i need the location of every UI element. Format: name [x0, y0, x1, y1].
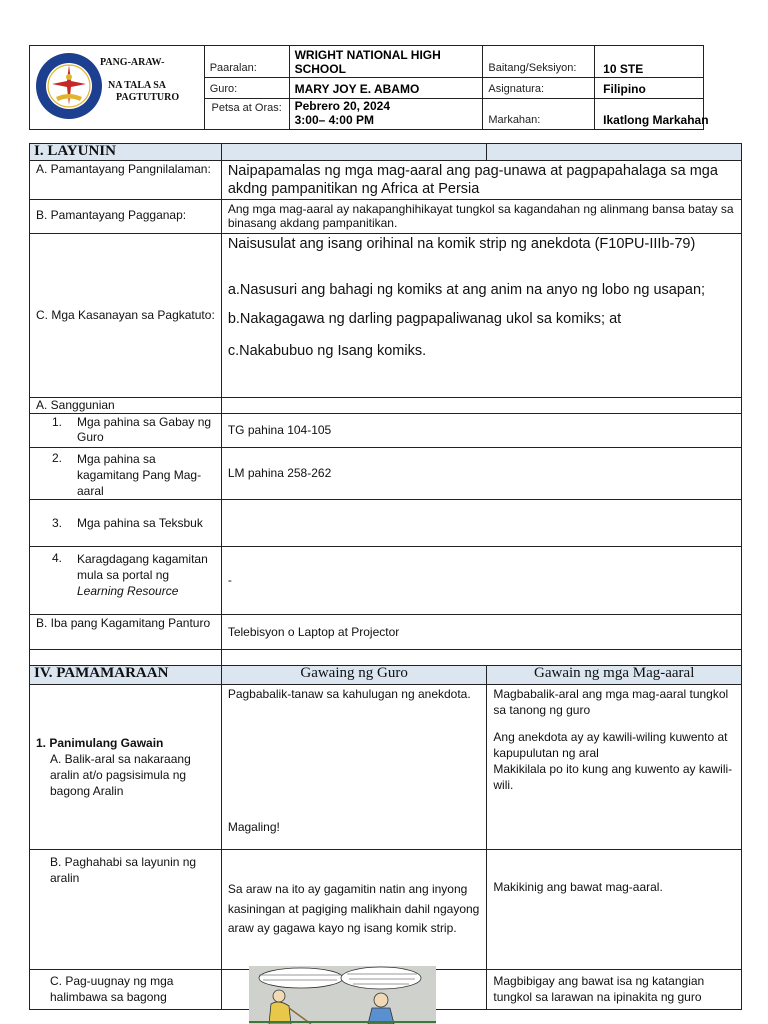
pamantayang-pagganap-value: Ang mga mag-aaral ay nakapanghihikayat tungkol sa kagandahan ng alinmang bansa batay sa binasang akdang pampanitikan.	[227, 202, 734, 230]
baitang-value-cell	[595, 46, 704, 78]
teksbuk-label-cell	[30, 500, 222, 547]
oras-value: 3:00– 4:00 PM	[294, 113, 374, 127]
paaralan-label: Paaralan:	[209, 62, 257, 74]
panimulang-gawain-title: 1. Panimulang Gawain	[36, 736, 164, 750]
sanggunian-title: A. Sanggunian	[36, 398, 115, 412]
karagdagang-label-text: Karagdagang kagamitan mula sa portal ng	[77, 552, 208, 582]
markahan-value: Ikatlong Markahan	[603, 113, 709, 127]
layunin-title-cell	[30, 144, 222, 161]
iba-pang-kagamitan-label-cell	[30, 615, 222, 650]
doc-title-line3: PAGTUTURO	[116, 92, 180, 103]
markahan-label-cell	[483, 99, 595, 130]
balik-aral-label: A. Balik-aral sa nakaraang aralin at/o pagsisimula ng bagong Aralin	[50, 752, 191, 798]
pamantayang-pangnilalaman-value: Naipapamalas ng mga mag-aaral ang pag-unawa at pagpapahalaga sa mga akdng pampanitikan ng Africa at Persia	[227, 163, 718, 197]
doc-title-line1: PANG-ARAW-	[100, 57, 165, 68]
row2-guro-cell	[221, 850, 487, 970]
pamamaraan-title-cell	[30, 666, 222, 685]
row2-magaaral-text: Makikinig ang bawat mag-aaral.	[493, 880, 663, 894]
baitang-label-cell	[483, 46, 595, 78]
row1-guro-cell	[221, 685, 487, 850]
col-guro-title: Gawaing ng Guro	[300, 665, 408, 681]
teksbuk-label: Mga pahina sa Teksbuk	[77, 515, 203, 530]
header-table	[29, 45, 709, 130]
gabay-guro-label-cell	[30, 414, 222, 448]
asignatura-label: Asignatura:	[488, 83, 545, 95]
kasanayan-value-cell	[221, 234, 741, 398]
comic-illustration	[249, 966, 436, 1024]
kagamitang-magaaral-label: Mga pahina sa kagamitang Pang Mag-aaral	[77, 452, 202, 498]
layunin-title: I. LAYUNIN	[34, 143, 116, 159]
paguugnay-label: C. Pag-uugnay ng mga halimbawa sa bagong	[50, 974, 174, 1004]
guro-label: Guro:	[209, 83, 238, 95]
paghahabi-label: B. Paghahabi sa layunin ng aralin	[50, 855, 197, 885]
panimulang-gawain-cell	[30, 685, 222, 850]
kasanayan-item-c: c.Nakabubuo ng Isang komiks.	[227, 343, 427, 359]
guro-value-cell	[289, 78, 483, 99]
row2-magaaral-cell	[487, 850, 742, 970]
pamantayang-pangnilalaman-label-cell	[30, 161, 222, 200]
petsa-label-cell	[204, 99, 289, 130]
kagamitang-magaaral-label-cell	[30, 448, 222, 500]
col-guro-header	[221, 666, 487, 685]
guro-label-cell	[204, 78, 289, 99]
kasanayan-item-a: a.Nasusuri ang bahagi ng komiks at ang anim na anyo ng lobo ng usapan;	[227, 282, 706, 298]
kagamitang-magaaral-number: 2.	[52, 451, 63, 465]
baitang-label: Baitang/Seksiyon:	[488, 62, 577, 74]
lesson-plan-table	[29, 143, 742, 1010]
petsa-value: Pebrero 20, 2024	[294, 99, 390, 113]
row2-guro-text: Sa araw na ito ay gagamitin natin ang inyong kasiningan at pagiging malikhain dahil ngayong araw ay gagawa kayo ng isang komik strip.	[227, 882, 480, 935]
karagdagang-label-italic: Learning Resource	[77, 584, 179, 598]
markahan-value-cell	[595, 99, 709, 130]
row1-magaaral-text3: Makikilala po ito kung ang kuwento ay kawili-wili.	[493, 762, 733, 792]
baitang-value: 10 STE	[603, 62, 644, 76]
logo-title-cell	[30, 46, 205, 130]
teksbuk-number: 3.	[52, 516, 63, 530]
gabay-guro-number: 1.	[52, 415, 63, 429]
iba-pang-kagamitan-value-cell	[221, 615, 741, 650]
pamantayang-pangnilalaman-value-cell	[221, 161, 741, 200]
markahan-label: Markahan:	[488, 114, 541, 126]
row1-magaaral-text1: Magbabalik-aral ang mga mag-aaral tungkol sa tanong ng guro	[493, 687, 729, 717]
paguugnay-cell	[30, 970, 222, 1010]
pamantayang-pagganap-value-cell	[221, 200, 741, 234]
col-magaaral-title: Gawain ng mga Mag-aaral	[534, 665, 695, 681]
karagdagang-value-cell	[221, 547, 741, 615]
kasanayan-main: Naisusulat ang isang orihinal na komik strip ng anekdota (F10PU-IIIb-79)	[227, 236, 696, 252]
karagdagang-label-cell	[30, 547, 222, 615]
paghahabi-cell	[30, 850, 222, 970]
petsa-label: Petsa at Oras:	[211, 102, 282, 114]
iba-pang-kagamitan-value: Telebisyon o Laptop at Projector	[227, 624, 400, 639]
iba-pang-kagamitan-label: B. Iba pang Kagamitang Panturo	[36, 616, 211, 630]
kasanayan-item-b: b.Nakagagawa ng darling pagpapaliwanag ukol sa komiks; at	[227, 311, 622, 327]
asignatura-label-cell	[483, 78, 595, 99]
pamantayang-pagganap-label: B. Pamantayang Pagganap:	[36, 208, 187, 222]
sanggunian-title-cell	[30, 398, 222, 414]
asignatura-value: Filipino	[603, 82, 646, 96]
gabay-guro-value: TG pahina 104-105	[227, 423, 332, 437]
petsa-value-cell	[289, 99, 483, 130]
row1-magaaral-text2: Ang anekdota ay ay kawili-wiling kuwento at kapupulutan ng aral	[493, 730, 728, 760]
paaralan-value: WRIGHT NATIONAL HIGH SCHOOL	[294, 48, 441, 76]
karagdagang-number: 4.	[52, 551, 63, 565]
kagamitang-magaaral-value-cell	[221, 448, 741, 500]
teksbuk-value-cell	[221, 500, 741, 547]
asignatura-value-cell	[595, 78, 704, 99]
pamamaraan-title: IV. PAMAMARAAN	[34, 665, 169, 681]
gabay-guro-label: Mga pahina sa Gabay ng Guro	[77, 415, 212, 444]
gabay-guro-value-cell	[221, 414, 741, 448]
kagamitang-magaaral-value: LM pahina 258-262	[227, 466, 332, 480]
row1-guro-text: Pagbabalik-tanaw sa kahulugan ng anekdota.	[227, 687, 471, 701]
school-seal-icon	[34, 51, 104, 121]
row1-guro-magaling: Magaling!	[227, 820, 280, 834]
guro-value: MARY JOY E. ABAMO	[294, 82, 420, 96]
paaralan-label-cell	[204, 46, 289, 78]
row1-magaaral-cell	[487, 685, 742, 850]
row3-magaaral-text: Magbibigay ang bawat isa ng katangian tungkol sa larawan na ipinakita ng guro	[493, 974, 705, 1004]
karagdagang-value: -	[227, 573, 232, 587]
row3-magaaral-cell	[487, 970, 742, 1010]
doc-title-line2: NA TALA SA	[108, 80, 166, 91]
comic-drawing-icon	[249, 966, 436, 1024]
paaralan-value-cell	[289, 46, 483, 78]
pamantayang-pagganap-label-cell	[30, 200, 222, 234]
kasanayan-label: C. Mga Kasanayan sa Pagkatuto:	[36, 308, 215, 322]
kasanayan-label-cell	[30, 234, 222, 398]
col-magaaral-header	[487, 666, 742, 685]
pamantayang-pangnilalaman-label: A. Pamantayang Pangnilalaman:	[36, 162, 211, 176]
